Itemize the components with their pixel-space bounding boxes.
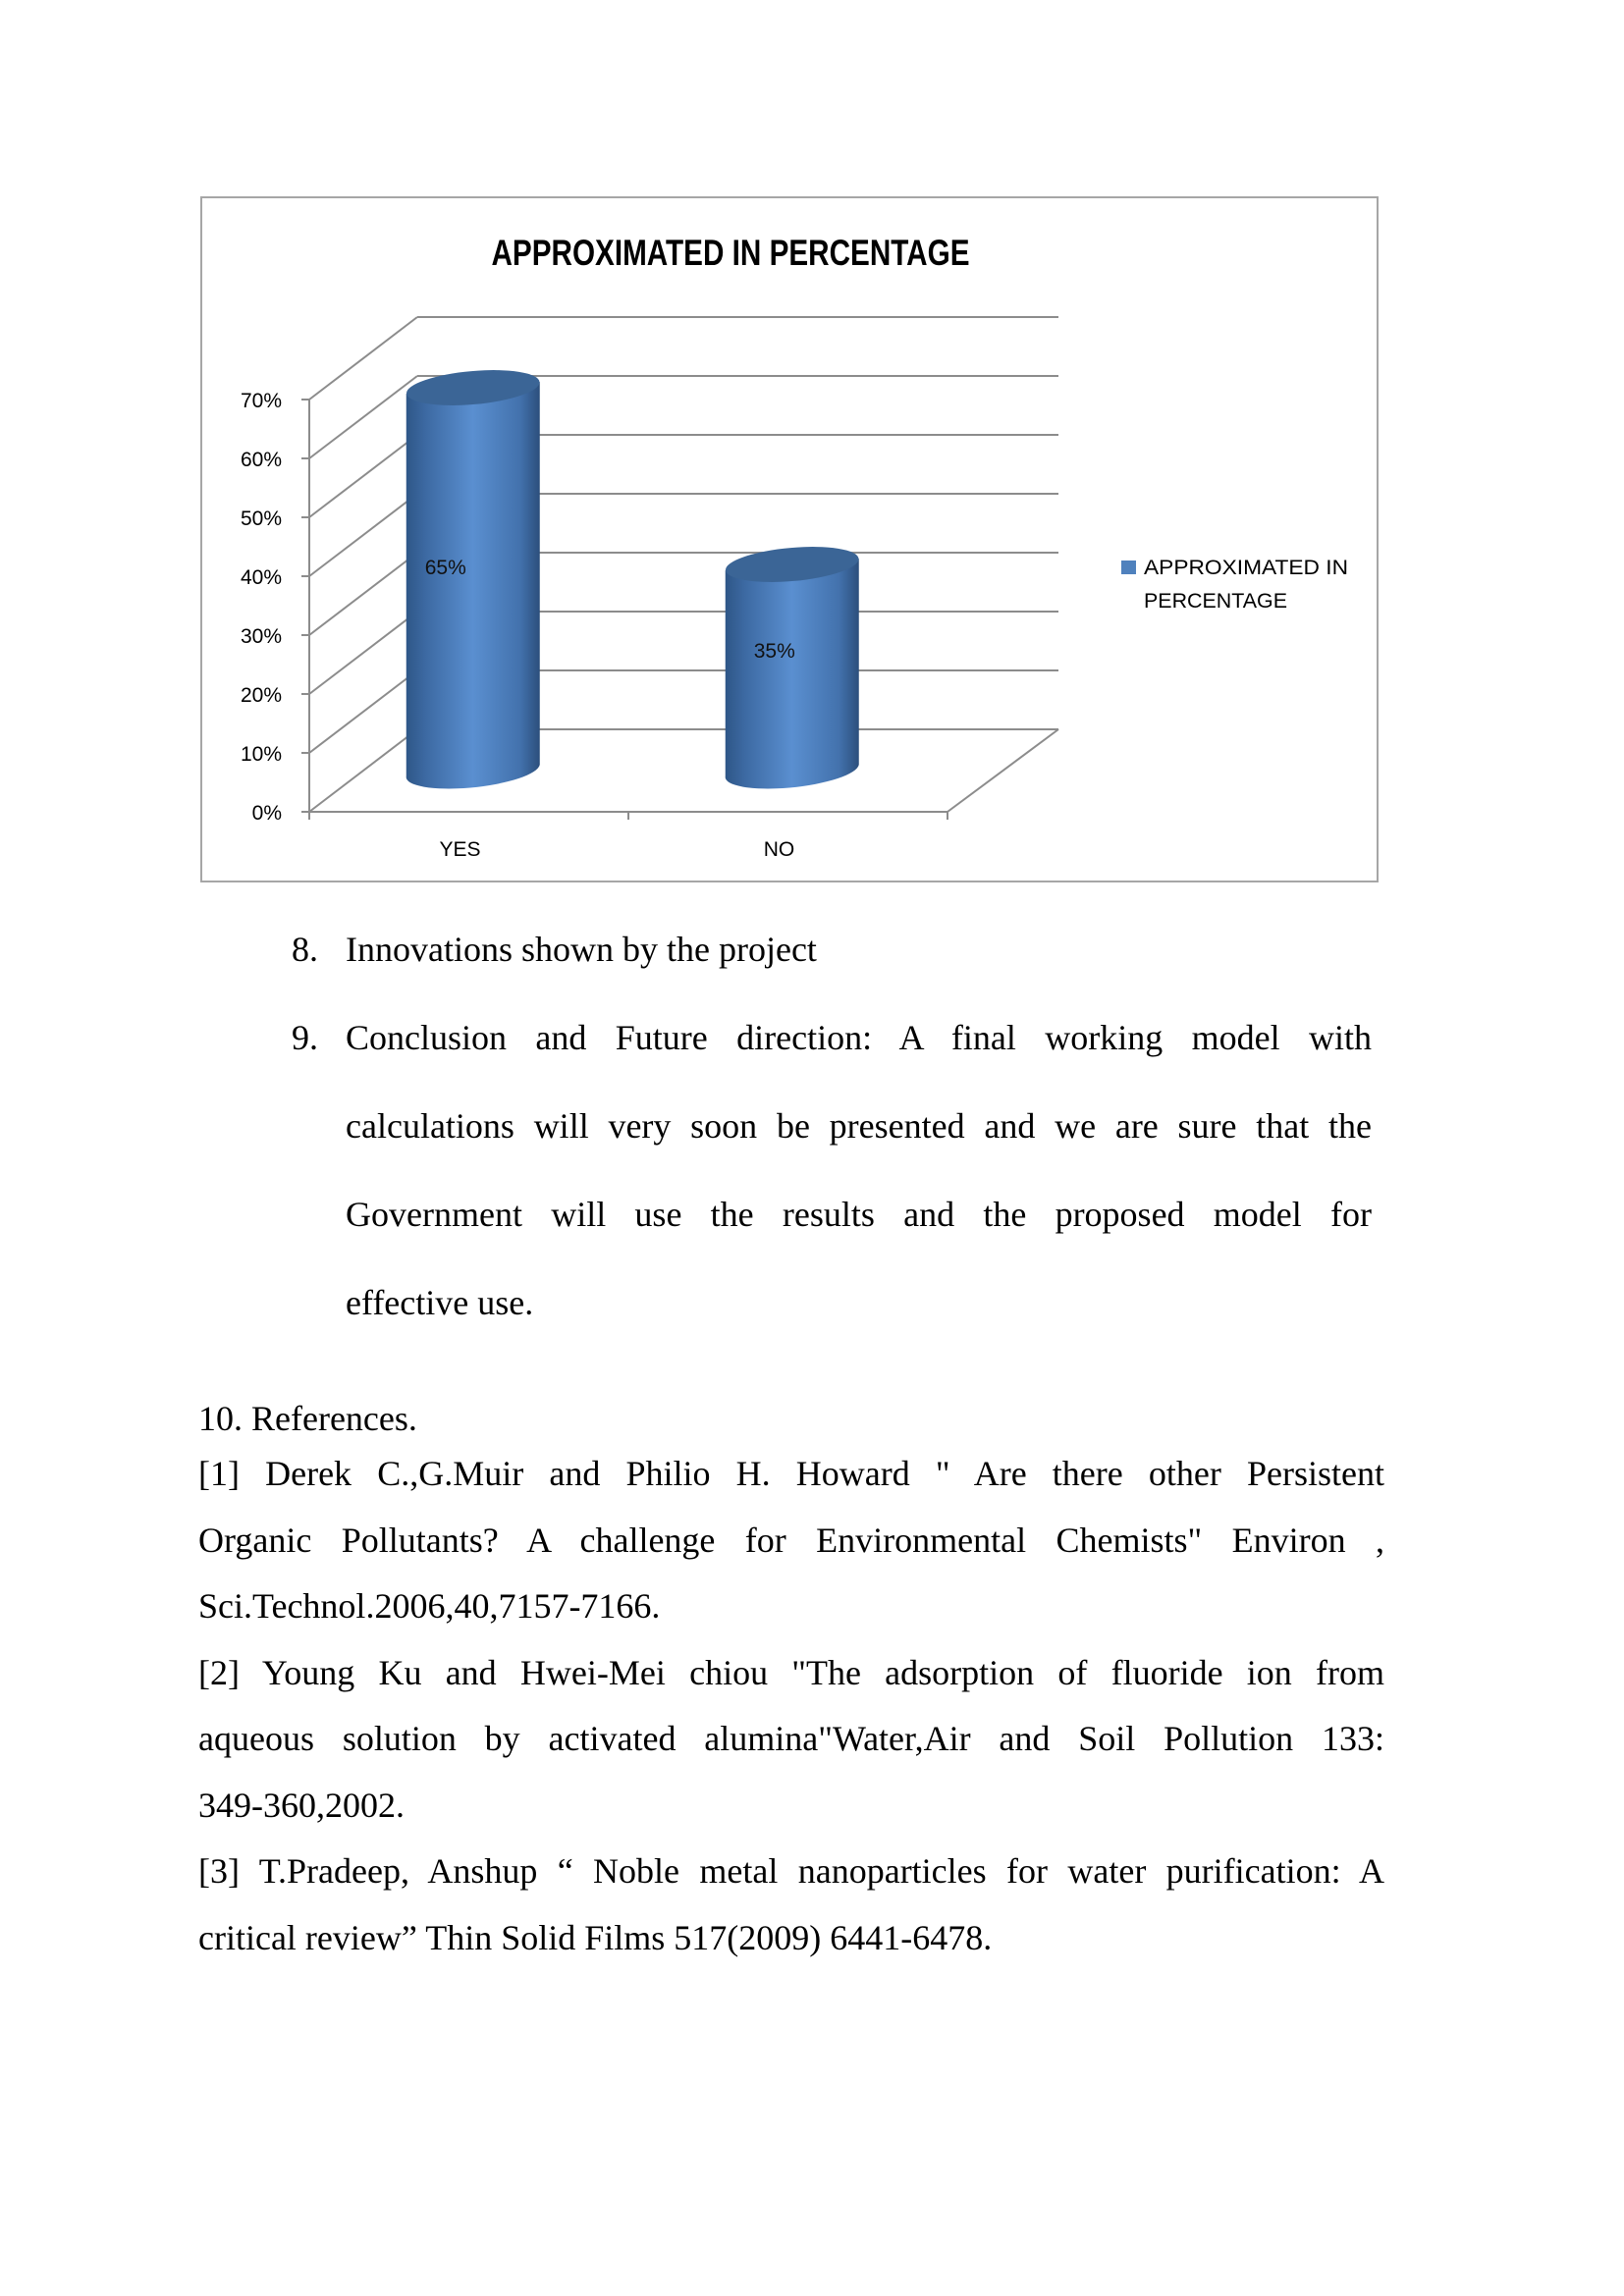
list-text-line: Innovations shown by the project [346,930,817,969]
reference-line: [3] T.Pradeep, Anshup “ Noble metal nanoparticles for water purification: A [198,1851,1384,1891]
references-section [198,1397,1384,1971]
y-tick-label: 20% [240,684,282,707]
x-tick-label: NO [763,838,795,861]
legend-label-line2: PERCENTAGE [1144,590,1287,613]
legend-swatch [1121,561,1136,574]
reference-line: [2] Young Ku and Hwei-Mei chiou "The adsorption of fluoride ion from [198,1652,1384,1692]
references-heading: 10. References. [198,1399,417,1438]
y-tick-label: 50% [240,507,282,530]
floor-edge [947,729,1058,812]
data-label: 35% [753,640,795,663]
chart-container [200,196,1379,882]
legend [1121,557,1348,613]
y-tick-label: 0% [251,802,282,825]
reference-1 [198,1441,1384,1640]
chart-plot [202,198,1380,884]
data-label: 65% [424,557,466,579]
list-number: 8. [292,930,318,969]
bar-no [725,542,860,788]
y-tick-label: 60% [240,449,282,471]
y-tick-label: 70% [240,390,282,412]
reference-line: Organic Pollutants? A challenge for Environmental Chemists" Environ , [198,1520,1384,1560]
bar-body [406,382,540,788]
y-tick-label: 30% [240,625,282,648]
list-text-line: Conclusion and Future direction: A final working model with [346,1018,1372,1057]
reference-line: critical review” Thin Solid Films 517(2009) 6441-6478. [198,1917,993,1957]
bar-body [726,559,859,788]
reference-2 [198,1640,1384,1840]
reference-line: aqueous solution by activated alumina"Water,Air and Soil Pollution 133: [198,1719,1384,1758]
list-text-line: effective use. [346,1283,534,1322]
list-text-line: Government will use the results and the proposed model for [346,1195,1372,1234]
x-tick-label: YES [439,838,481,861]
reference-3 [198,1839,1384,1971]
y-tick-label: 10% [240,743,282,766]
legend-label-line1: APPROXIMATED IN [1144,557,1348,579]
y-tick-label: 40% [240,566,282,589]
reference-line: Sci.Technol.2006,40,7157-7166. [198,1586,661,1626]
list-text-line: calculations will very soon be presented and we are sure that the [346,1106,1372,1146]
reference-line: [1] Derek C.,G.Muir and Philio H. Howard " Are there other Persistent [198,1454,1384,1493]
reference-line: 349-360,2002. [198,1785,405,1825]
list-number: 9. [292,1018,318,1057]
chart-title: APPROXIMATED IN PERCENTAGE [491,233,970,273]
